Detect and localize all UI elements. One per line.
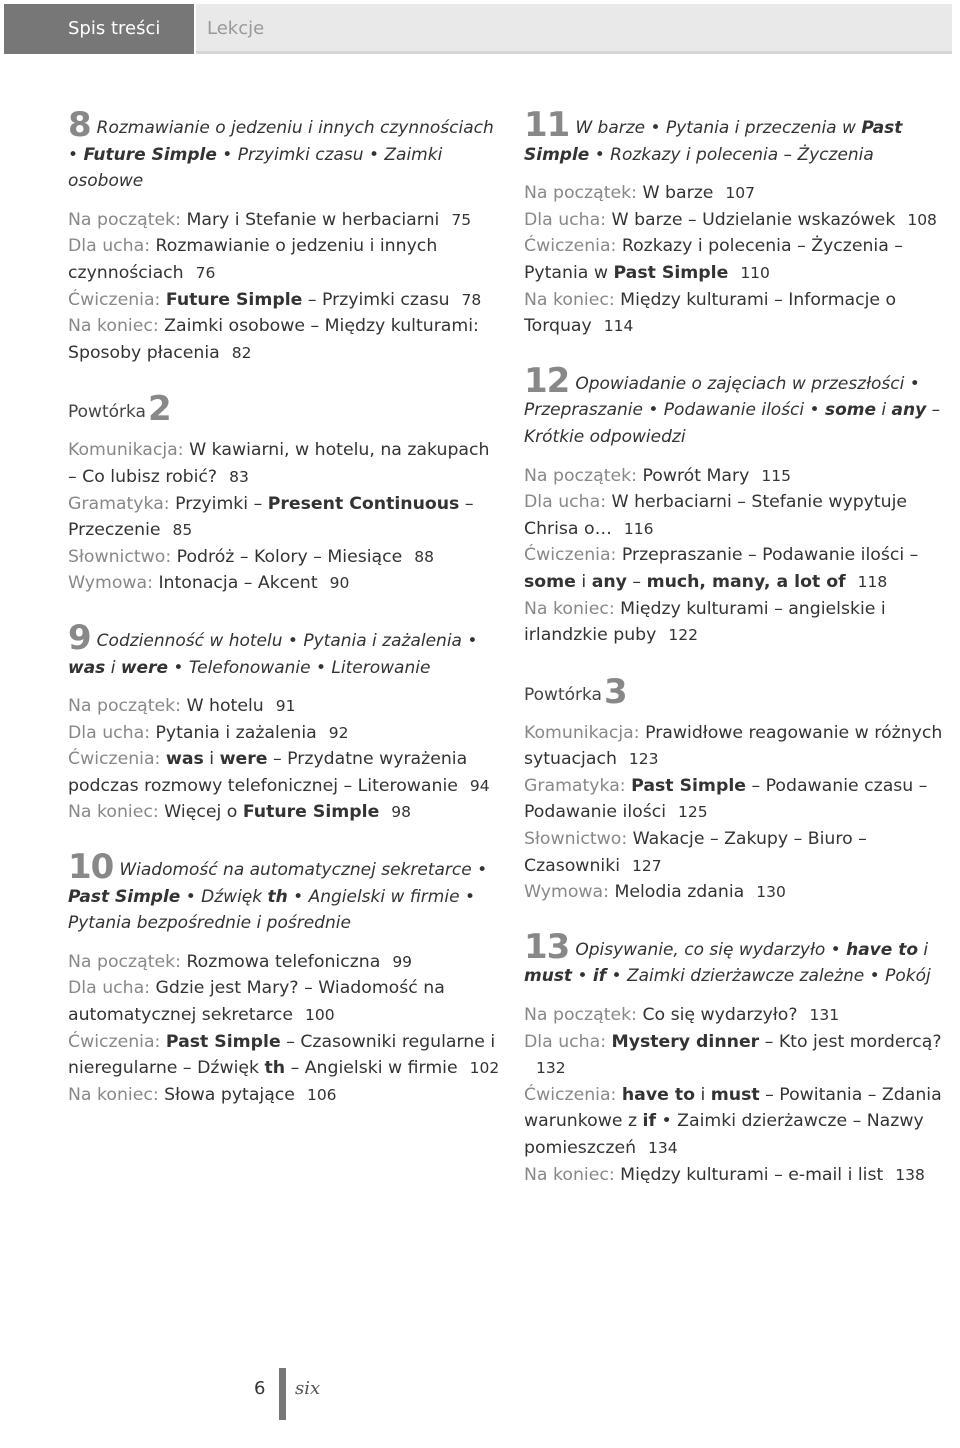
entry-label: Dla ucha:	[68, 722, 151, 743]
toc-left-column	[68, 105, 500, 1136]
entry-label: Na początek:	[68, 209, 181, 230]
text-run: – Czasowniki regularne i nieregularne – Dźwięk	[68, 1031, 496, 1079]
page-ref: 138	[895, 1165, 925, 1184]
toc-entry[interactable]	[68, 233, 500, 286]
page-number-word: six	[295, 1378, 321, 1399]
text-run: Opowiadanie o zajęciach w przeszłości • Przepraszanie • Podawanie ilości •	[524, 373, 920, 421]
text-run: Past Simple	[165, 1031, 281, 1052]
toc-entry[interactable]	[68, 975, 500, 1028]
text-run: Co się wydarzyło?	[636, 1005, 798, 1026]
page-ref: 116	[623, 519, 654, 538]
toc-entry[interactable]	[68, 746, 500, 799]
text-run: i	[694, 1084, 711, 1105]
tab-lekcje[interactable]: Lekcje	[196, 4, 952, 54]
text-run: were	[120, 657, 168, 678]
text-run: was	[68, 657, 106, 678]
unit-13	[524, 926, 952, 1188]
toc-entry[interactable]	[524, 463, 952, 490]
toc-entry[interactable]	[68, 1029, 500, 1082]
page-ref: 98	[391, 803, 412, 822]
entry-label: Ćwiczenia:	[68, 1031, 161, 1052]
text-run: Między kulturami – angielskie i irlandzkie puby	[524, 598, 886, 646]
review-entries	[68, 437, 500, 597]
entry-label: Na początek:	[68, 696, 181, 717]
page-ref: 106	[306, 1085, 337, 1104]
unit-title	[68, 631, 477, 678]
page-ref: 123	[628, 750, 659, 769]
entry-label: Na koniec:	[68, 316, 159, 337]
toc-entry[interactable]	[524, 826, 952, 879]
unit-title	[524, 374, 940, 447]
text-run: th	[264, 1058, 286, 1079]
text-run: Past Simple	[613, 262, 729, 283]
text-run: Gdzie jest Mary? – Wiadomość na automatycznej sekretarce	[68, 978, 445, 1026]
unit-11	[524, 105, 952, 340]
text-run: Codzienność w hotelu • Pytania i zażalenia •	[96, 630, 478, 651]
unit-number: 11	[524, 105, 570, 145]
toc-entry[interactable]	[524, 720, 952, 773]
text-run: th	[267, 886, 288, 907]
text-run: Present Continuous	[267, 493, 460, 514]
page-ref: 122	[668, 626, 698, 645]
review-label: Powtórka	[68, 402, 146, 423]
toc-entry[interactable]	[68, 437, 500, 490]
text-run: • Zaimki dzierżawcze – Nazwy pomieszczeń	[524, 1111, 924, 1158]
review-number: 2	[147, 389, 172, 430]
text-run: i	[918, 939, 929, 960]
unit-entries	[524, 463, 952, 649]
page-ref: 99	[392, 952, 413, 971]
entry-label: Komunikacja:	[68, 440, 184, 461]
toc-right-column	[524, 105, 952, 1216]
toc-entry[interactable]	[524, 773, 952, 826]
unit-title	[524, 940, 931, 987]
entry-label: Ćwiczenia:	[68, 749, 161, 770]
toc-entry[interactable]	[524, 207, 952, 234]
text-run: Intonacja – Akcent	[152, 573, 318, 594]
text-run: Melodia zdania	[608, 882, 745, 903]
text-run: W barze	[636, 183, 714, 204]
text-run: must	[524, 966, 573, 987]
text-run: – Podawanie czasu – Podawanie ilości	[524, 775, 928, 823]
text-run: Podróż – Kolory – Miesiące	[171, 546, 403, 567]
text-run: were	[219, 749, 268, 770]
entry-label: Wymowa:	[524, 882, 609, 903]
unit-number: 9	[68, 617, 91, 658]
unit-title	[68, 118, 494, 191]
text-run: if	[592, 966, 607, 987]
toc-entry[interactable]	[524, 542, 952, 595]
page-ref: 82	[231, 343, 252, 362]
page-ref: 75	[451, 210, 472, 229]
text-run: • Angielski w firmie • Pytania bezpośrednie i pośrednie	[68, 886, 475, 934]
review-2	[68, 389, 500, 597]
unit-heading	[68, 847, 500, 937]
text-run: Future Simple	[165, 289, 303, 310]
text-run: •	[572, 966, 593, 987]
toc-entry[interactable]	[68, 491, 500, 544]
toc-entry[interactable]	[524, 1002, 952, 1029]
toc-entry[interactable]	[68, 287, 500, 314]
entry-label: Dla ucha:	[524, 209, 607, 230]
text-run: Rozmawianie o jedzeniu i innych czynnościach	[68, 236, 438, 283]
text-run: Opisywanie, co się wydarzyło •	[575, 939, 847, 960]
text-run: Prawidłowe reagowanie w różnych sytuacjach	[524, 722, 943, 770]
text-run: Między kulturami – e-mail i list	[614, 1164, 884, 1185]
text-run: Future Simple	[83, 144, 217, 165]
page-ref: 90	[329, 574, 350, 593]
text-run: i	[203, 749, 220, 770]
toc-entry[interactable]	[524, 1162, 952, 1189]
text-run: Przyimki –	[169, 493, 268, 514]
page-ref: 118	[857, 572, 888, 591]
toc-entry[interactable]	[68, 799, 500, 826]
text-run: Wakacje – Zakupy – Biuro – Czasowniki	[524, 829, 867, 876]
unit-entries	[524, 180, 952, 340]
unit-8	[68, 105, 500, 366]
text-run: must	[710, 1084, 760, 1105]
entry-label: Dla ucha:	[68, 236, 151, 257]
toc-entry[interactable]	[68, 570, 500, 597]
page-ref: 85	[172, 521, 193, 540]
page-ref: 108	[907, 210, 937, 229]
review-entries	[524, 720, 952, 906]
text-run: Zaimki osobowe – Między kulturami: Sposoby płacenia	[68, 316, 479, 363]
toc-entry[interactable]	[524, 879, 952, 906]
entry-label: Na początek:	[524, 465, 637, 486]
review-label: Powtórka	[524, 684, 602, 705]
unit-heading	[68, 105, 500, 195]
text-run: – Powitania – Zdania warunkowe z	[524, 1084, 942, 1132]
entry-label: Dla ucha:	[524, 1031, 607, 1052]
unit-entries	[68, 207, 500, 367]
unit-entries	[68, 949, 500, 1109]
unit-number: 12	[524, 360, 570, 401]
toc-entry[interactable]	[524, 1082, 952, 1162]
unit-number: 13	[524, 926, 570, 967]
page-ref: 94	[469, 776, 490, 795]
entry-label: Na koniec:	[68, 802, 159, 823]
toc-entry[interactable]	[524, 287, 952, 340]
unit-heading	[524, 105, 952, 168]
page-ref: 125	[678, 803, 708, 822]
entry-label: Na koniec:	[524, 1164, 615, 1185]
text-run: W herbaciarni – Stefanie wypytuje Chrisa o…	[524, 492, 908, 539]
text-run: –	[626, 571, 647, 592]
review-heading	[68, 389, 500, 430]
unit-title	[68, 860, 487, 933]
unit-entries	[524, 1002, 952, 1188]
toc-entry[interactable]	[524, 489, 952, 542]
text-run: W barze – Udzielanie wskazówek	[606, 209, 896, 230]
page-ref: 83	[229, 467, 249, 486]
text-run: • Telefonowanie • Literowanie	[167, 657, 431, 678]
page-ref: 102	[469, 1059, 500, 1078]
entry-label: Dla ucha:	[68, 978, 151, 999]
entry-label: Na koniec:	[68, 1084, 159, 1105]
text-run: Rozkazy i polecenia – Życzenia – Pytania w	[524, 236, 903, 283]
text-run: Powrót Mary	[636, 465, 750, 486]
text-run: – Przydatne wyrażenia podczas rozmowy telefonicznej – Literowanie	[68, 749, 468, 796]
unit-heading	[68, 617, 500, 681]
page-ref: 115	[761, 466, 791, 485]
page-ref: 100	[305, 1006, 335, 1025]
page-ref: 131	[809, 1006, 840, 1025]
page-ref: 76	[195, 263, 216, 282]
toc-entry[interactable]	[68, 544, 500, 571]
text-run: Wiadomość na automatycznej sekretarce •	[119, 860, 488, 881]
text-run: • Dźwięk	[180, 886, 268, 907]
toc-entry[interactable]	[68, 207, 500, 234]
entry-label: Ćwiczenia:	[524, 236, 617, 257]
unit-number: 8	[68, 105, 91, 145]
text-run: much, many, a lot of	[646, 571, 846, 592]
toc-entry[interactable]	[524, 596, 952, 649]
page-ref: 110	[740, 263, 770, 282]
text-run: i	[105, 657, 121, 678]
entry-label: Na początek:	[524, 183, 637, 204]
text-run: Past Simple	[631, 775, 746, 796]
text-run: W kawiarni, w hotelu, na zakupach – Co lubisz robić?	[68, 440, 490, 487]
page-ref: 134	[648, 1139, 678, 1157]
text-run: • Zaimki dzierżawcze zależne • Pokój	[606, 966, 931, 987]
entry-label: Ćwiczenia:	[524, 1084, 617, 1105]
text-run: Pytania i zażalenia	[150, 722, 317, 743]
toc-entry[interactable]	[68, 693, 500, 720]
page-ref: 78	[461, 290, 482, 309]
page-ref: 127	[632, 856, 662, 875]
text-run: Mary i Stefanie w herbaciarni	[180, 209, 440, 230]
entry-label: Gramatyka:	[68, 493, 170, 514]
unit-number: 10	[68, 847, 114, 888]
text-run: – Przyimki czasu	[302, 289, 450, 310]
footer-divider	[279, 1368, 286, 1420]
text-run: Więcej o	[158, 802, 243, 823]
toc-entry[interactable]	[524, 233, 952, 286]
page-number: 6	[254, 1378, 266, 1399]
unit-heading	[524, 360, 952, 451]
page-ref: 132	[536, 1059, 566, 1078]
page-ref: 88	[414, 547, 434, 566]
toc-entry[interactable]	[68, 720, 500, 747]
tab-spis-tresci[interactable]: Spis treści	[4, 4, 194, 54]
toc-entry[interactable]	[524, 1029, 952, 1082]
text-run: Future Simple	[242, 802, 380, 823]
entry-label: Ćwiczenia:	[524, 545, 617, 566]
text-run: any	[891, 400, 927, 421]
text-run: • Przyimki czasu • Zaimki osobowe	[68, 144, 443, 192]
text-run: Rozmawianie o jedzeniu i innych czynnościach •	[68, 118, 494, 165]
entry-label: Wymowa:	[68, 573, 153, 594]
text-run: Między kulturami – Informacje o Torquay	[524, 289, 897, 337]
text-run: Past Simple	[524, 118, 903, 165]
text-run: Przepraszanie – Podawanie ilości –	[616, 545, 919, 566]
text-run: Mystery dinner	[611, 1031, 760, 1052]
toc-entry[interactable]	[68, 313, 500, 366]
unit-heading	[524, 926, 952, 990]
text-run: Rozmowa telefoniczna	[180, 951, 381, 972]
text-run: have to	[846, 939, 919, 960]
text-run: have to	[621, 1084, 695, 1105]
text-run: – Angielski w firmie	[285, 1058, 458, 1079]
text-run: if	[642, 1111, 656, 1132]
review-heading	[524, 671, 952, 712]
text-run: some	[824, 400, 877, 421]
text-run: Słowa pytające	[158, 1084, 295, 1105]
review-3	[524, 671, 952, 906]
entry-label: Ćwiczenia:	[68, 289, 161, 310]
unit-10	[68, 847, 500, 1108]
text-run: • Rozkazy i polecenia – Życzenia	[589, 144, 874, 165]
text-run: i	[575, 571, 592, 592]
text-run: i	[876, 400, 892, 421]
text-run: was	[165, 749, 204, 770]
page-ref: 107	[725, 184, 755, 203]
page-ref: 91	[275, 697, 296, 716]
unit-9	[68, 617, 500, 826]
page-ref: 114	[603, 317, 634, 336]
toc-entry[interactable]	[68, 949, 500, 976]
text-run: some	[524, 571, 576, 592]
text-run: any	[591, 571, 627, 592]
toc-entry[interactable]	[524, 180, 952, 207]
text-run: W barze • Pytania i przeczenia w	[575, 118, 862, 138]
entry-label: Słownictwo:	[524, 829, 628, 850]
toc-entry[interactable]	[68, 1082, 500, 1109]
review-number: 3	[603, 671, 628, 712]
tab-bar	[0, 0, 960, 58]
page-ref: 92	[328, 723, 349, 742]
text-run: – Krótkie odpowiedzi	[524, 400, 941, 447]
entry-label: Słownictwo:	[68, 546, 172, 567]
entry-label: Na początek:	[68, 951, 181, 972]
entry-label: Na koniec:	[524, 598, 615, 619]
entry-label: Gramatyka:	[524, 775, 626, 796]
text-run: W hotelu	[180, 696, 264, 717]
entry-label: Komunikacja:	[524, 722, 640, 743]
page-ref: 130	[756, 883, 786, 902]
unit-entries	[68, 693, 500, 826]
entry-label: Dla ucha:	[524, 492, 607, 513]
text-run: – Przeczenie	[68, 493, 474, 541]
entry-label: Na koniec:	[524, 289, 615, 310]
unit-title	[524, 118, 902, 165]
text-run: – Kto jest mordercą?	[759, 1031, 942, 1052]
text-run: Past Simple	[68, 886, 181, 907]
unit-12	[524, 360, 952, 649]
entry-label: Na początek:	[524, 1005, 637, 1026]
